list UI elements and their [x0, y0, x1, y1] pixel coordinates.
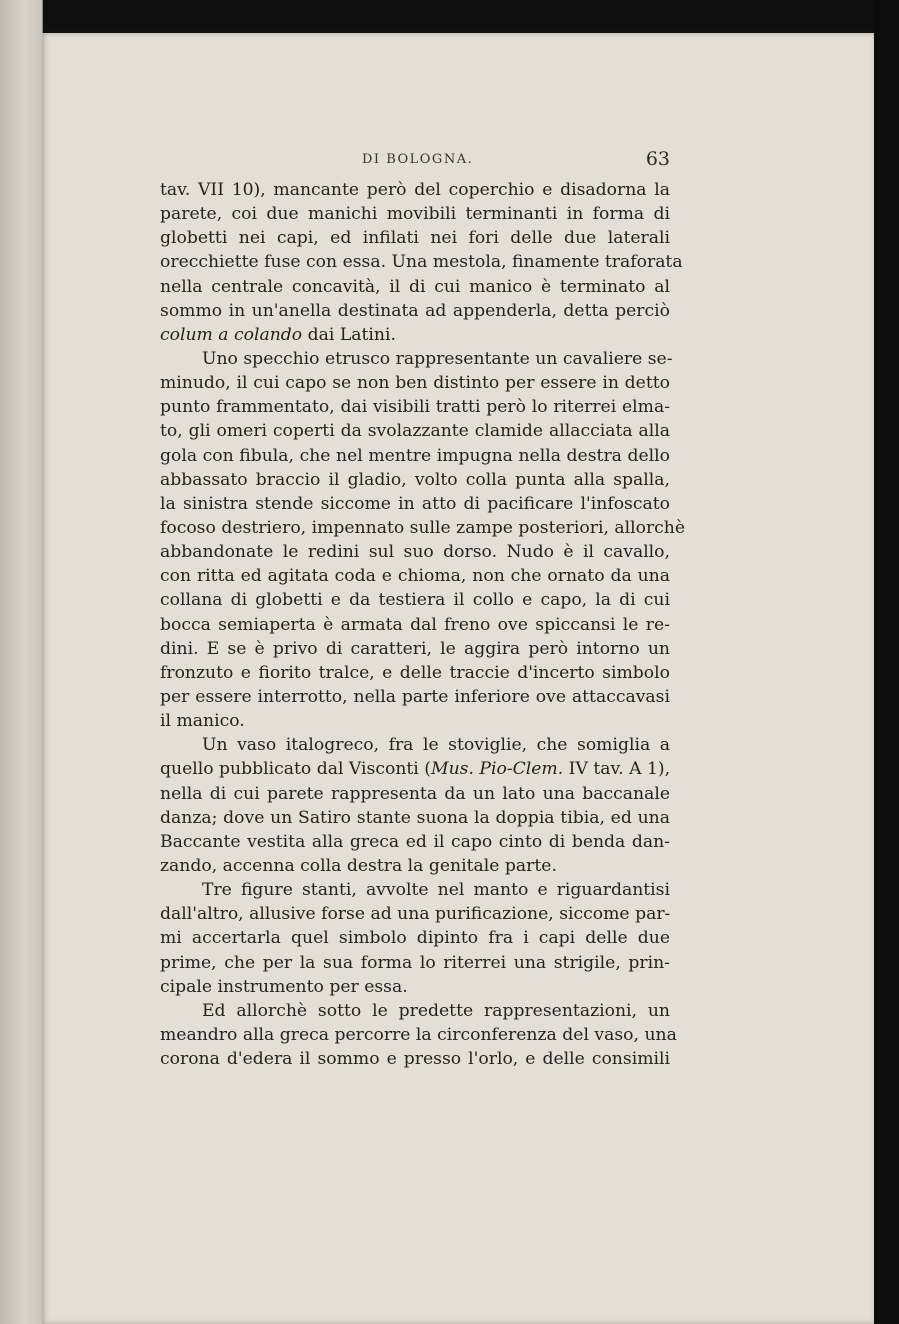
text-line: Un vaso italogreco, fra le stoviglie, che somiglia a: [202, 735, 670, 756]
italic-text: colum a colando: [160, 324, 303, 345]
page-header: [160, 148, 670, 174]
text-segment: quello pubblicato dal Visconti (: [160, 759, 431, 780]
text-line: fronzuto e fiorito tralce, e delle traccie d'incerto simbolo: [160, 662, 670, 683]
text-line: collana di globetti e da testiera il collo e capo, la di cui: [160, 590, 670, 611]
text-line: parete, coi due manichi movibili terminanti in forma di: [160, 204, 670, 225]
text-line: prime, che per la sua forma lo riterrei una strigile, prin-: [160, 952, 670, 973]
text-line: Baccante vestita alla greca ed il capo cinto di benda dan-: [160, 831, 670, 852]
scan-border-top: [0, 0, 899, 30]
text-line: orecchiette fuse con essa. Una mestola, finamente traforata: [160, 252, 683, 273]
text-line: punto frammentato, dai visibili tratti però lo riterrei elma-: [160, 397, 670, 418]
body-text: [160, 178, 686, 1071]
page-number: 63: [645, 148, 670, 170]
text-line: abbassato braccio il gladio, volto colla punta alla spalla,: [160, 469, 670, 490]
text-line: mi accertarla quel simbolo dipinto fra i capi delle due: [160, 928, 670, 949]
text-line: bocca semiaperta è armata dal freno ove spiccansi le re-: [160, 614, 670, 635]
text-line: per essere interrotto, nella parte inferiore ove attaccavasi: [160, 686, 670, 707]
text-line: dall'altro, allusive forse ad una purificazione, siccome par-: [160, 904, 671, 925]
text-line: la sinistra stende siccome in atto di pacificare l'infoscato: [160, 493, 670, 514]
text-line: sommo in un'anella destinata ad appenderla, detta perciò: [160, 300, 670, 321]
text-line: Ed allorchè sotto le predette rappresentazioni, un: [202, 1000, 670, 1021]
text-line: nella centrale concavità, il di cui manico è terminato al: [160, 276, 670, 297]
running-head: DI BOLOGNA.: [362, 152, 474, 167]
text-line: Tre figure stanti, avvolte nel manto e riguardantisi: [202, 880, 670, 901]
text-line: danza; dove un Satiro stante suona la doppia tibia, ed una: [160, 807, 670, 828]
text-line: [160, 757, 670, 781]
text-line: cipale instrumento per essa.: [160, 976, 408, 997]
previous-page-edge: [0, 0, 43, 1324]
text-line: meandro alla greca percorre la circonferenza del vaso, una: [160, 1024, 677, 1045]
scan-border-right: [874, 0, 899, 1324]
text-line: tav. VII 10), mancante però del coperchio e disadorna la: [160, 180, 670, 200]
text-line: nella di cui parete rappresenta da un lato una baccanale: [160, 783, 670, 804]
text-line: dini. E se è privo di caratteri, le aggira però intorno un: [160, 638, 670, 659]
italic-text: Mus. Pio-Clem.: [430, 759, 564, 780]
text-line: corona d'edera il sommo e presso l'orlo, e delle consimili: [160, 1049, 670, 1070]
text-line: to, gli omeri coperti da svolazzante clamide allacciata alla: [160, 421, 670, 442]
text-line: con ritta ed agitata coda e chioma, non che ornato da una: [160, 566, 670, 587]
text-line: gola con fibula, che nel mentre impugna nella destra dello: [160, 445, 670, 466]
text-line: abbandonate le redini sul suo dorso. Nudo è il cavallo,: [160, 542, 670, 563]
text-line: globetti nei capi, ed infilati nei fori delle due laterali: [160, 228, 670, 249]
text-line: Uno specchio etrusco rappresentante un cavaliere se-: [202, 348, 673, 369]
text-segment: dai Latini.: [302, 324, 396, 345]
text-line: minudo, il cui capo se non ben distinto per essere in detto: [160, 373, 670, 394]
text-line: il manico.: [160, 711, 245, 732]
text-line: zando, accenna colla destra la genitale parte.: [160, 855, 557, 876]
text-line: focoso destriero, impennato sulle zampe posteriori, allorchè: [160, 517, 686, 538]
text-segment: IV tav. A 1),: [563, 759, 671, 780]
text-line: [160, 323, 670, 347]
